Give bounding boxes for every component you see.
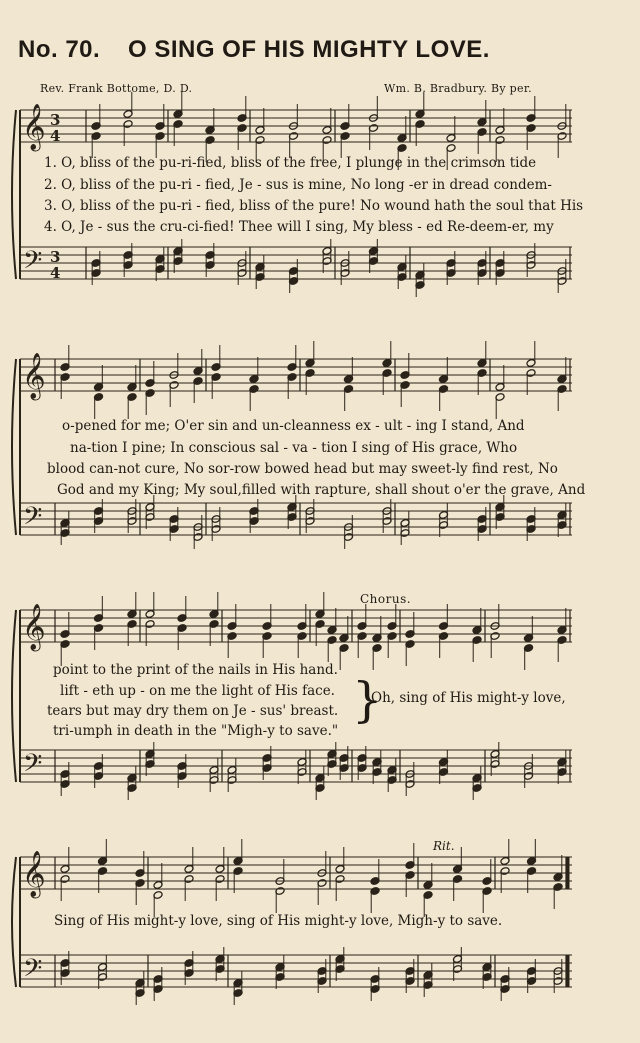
bass-clef-icon: 𝄢 — [23, 246, 43, 281]
system-brace — [12, 359, 16, 535]
system-brace — [12, 857, 16, 987]
verse3-line-system2: blood can-not cure, No sor-row bowed head but may sweet-ly find rest, No — [47, 461, 558, 477]
chorus-label: Chorus. — [360, 592, 412, 606]
bass-clef-icon: 𝄢 — [23, 749, 43, 784]
verse3-line-system1: 3. O, bliss of the pu-ri - fied, bliss of the pure! No wound hath the soul that His — [44, 198, 584, 214]
verse4-line-system2: God and my King; My soul,filled with rapture, shall shout o'er the grave, And — [57, 482, 586, 498]
system-brace — [12, 110, 16, 279]
treble-clef-icon: 𝄞 — [22, 851, 46, 897]
treble-clef-icon: 𝄞 — [22, 104, 46, 150]
bass-clef-icon: 𝄢 — [23, 954, 43, 989]
verse2-line-system1: 2. O, bliss of the pu-ri - fied, Je - sus is mine, No long -er in dread condem- — [44, 177, 552, 193]
treble-clef-icon: 𝄞 — [22, 353, 46, 399]
verse4-line-system1: 4. O, Je - sus the cru-ci-fied! Thee will I sing, My bless - ed Re-deem-er, my — [44, 219, 554, 235]
composer-credit: Wm. B. Bradbury. By per. — [384, 82, 532, 95]
lyricist-credit: Rev. Frank Bottome, D. D. — [40, 82, 193, 95]
time-signature-top: 3 — [50, 111, 61, 129]
final-chorus-line: Sing of His might-y love, sing of His might-y love, Migh-y to save. — [54, 913, 503, 929]
verse2-line-system2: na-tion I pine; In conscious sal - va - tion I sing of His grace, Who — [70, 440, 518, 456]
verse1-line-system1: 1. O, bliss of the pu-ri-fied, bliss of the free, I plunge in the crimson tide — [44, 155, 537, 171]
hymn-title: O SING OF HIS MIGHTY LOVE. — [128, 36, 490, 63]
treble-clef-icon: 𝄞 — [22, 604, 46, 650]
time-signature-top: 3 — [50, 248, 61, 266]
chorus-line: Oh, sing of His might-y love, — [371, 690, 566, 706]
verse1-line-system2: o-pened for me; O'er sin and un-cleanness ex - ult - ing I stand, And — [62, 418, 525, 434]
verse1-line-system3: point to the print of the nails in His hand. — [53, 662, 338, 678]
verse4-line-system3: tri-umph in death in the "Migh-y to save." — [53, 723, 339, 739]
verse-brace: } — [352, 672, 383, 728]
hymn-number: No. 70. — [18, 36, 101, 63]
verse3-line-system3: tears but may dry them on Je - sus' breast. — [47, 703, 339, 719]
system-brace — [12, 610, 16, 782]
ritardando-mark: Rit. — [433, 839, 455, 853]
bass-clef-icon: 𝄢 — [23, 502, 43, 537]
time-signature-bottom: 4 — [50, 127, 61, 145]
time-signature-bottom: 4 — [50, 264, 61, 282]
verse2-line-system3: lift - eth up - on me the light of His face. — [60, 683, 335, 699]
